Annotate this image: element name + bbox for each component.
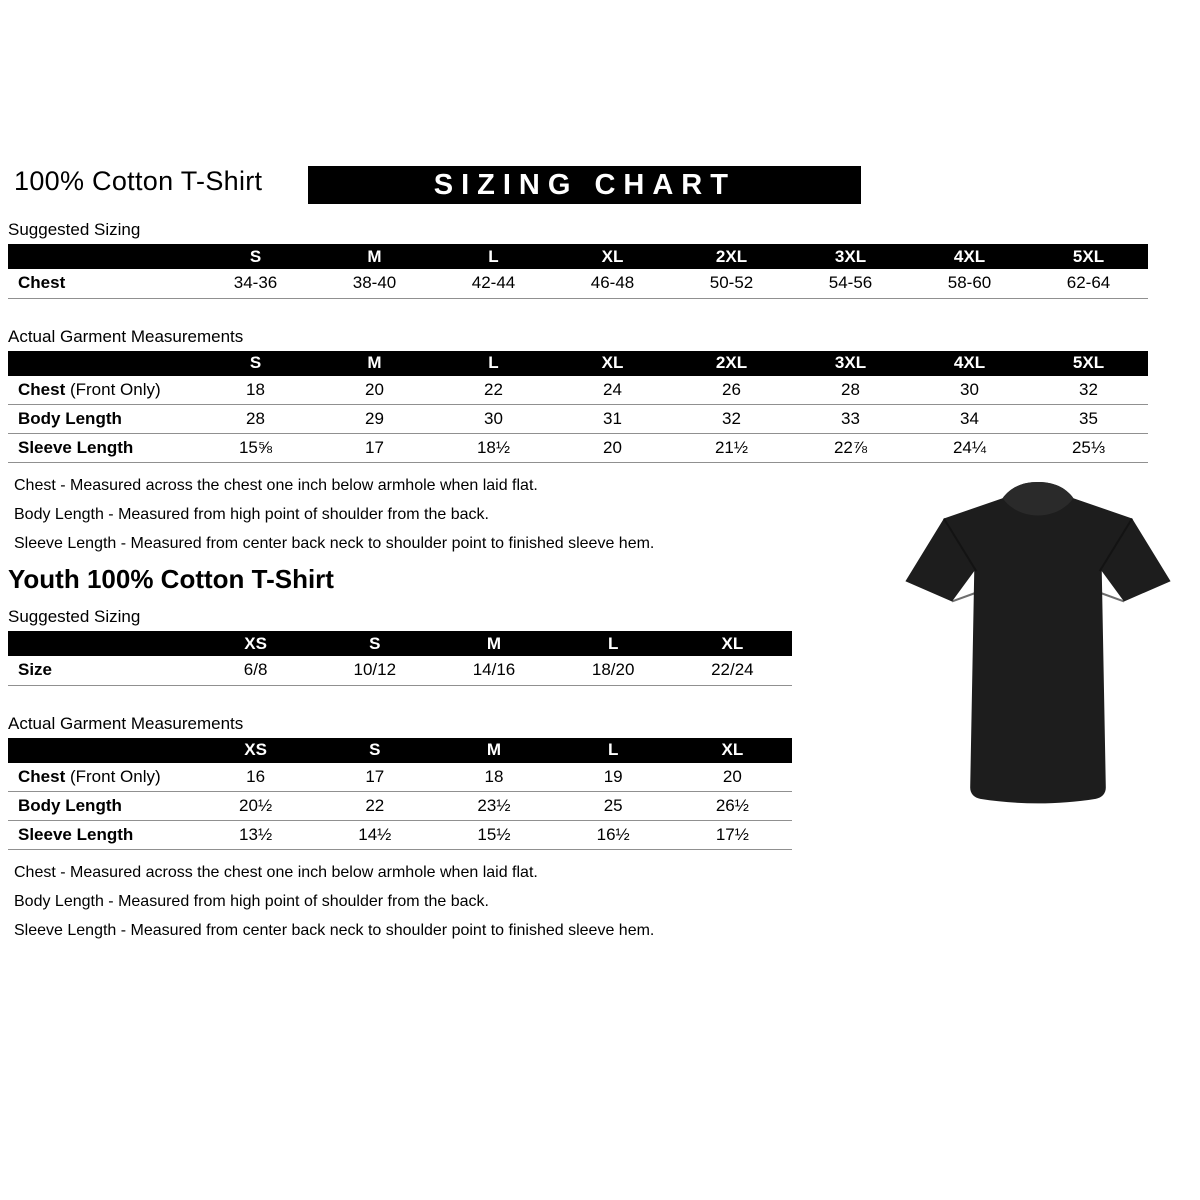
size-value-cell: 20 — [315, 376, 434, 405]
row-label: Chest (Front Only) — [8, 376, 196, 405]
size-column-header: M — [315, 244, 434, 269]
size-value-cell: 42-44 — [434, 269, 553, 298]
size-column-header: L — [554, 631, 673, 656]
size-value-cell: 18/20 — [554, 656, 673, 685]
page-header — [8, 166, 1200, 212]
black-tshirt-image — [890, 478, 1186, 814]
size-value-cell: 6/8 — [196, 656, 315, 685]
row-label: Body Length — [8, 792, 196, 821]
size-column-header: L — [554, 738, 673, 763]
size-value-cell: 19 — [554, 763, 673, 792]
size-value-cell: 26 — [672, 376, 791, 405]
size-value-cell: 17 — [315, 763, 434, 792]
tshirt-silhouette-icon — [890, 478, 1186, 814]
size-column-header: 2XL — [672, 351, 791, 376]
size-column-header: 3XL — [791, 244, 910, 269]
size-value-cell: 22/24 — [673, 656, 792, 685]
row-label: Body Length — [8, 405, 196, 434]
adult-note-sleeve-length: Sleeve Length - Measured from center back neck to shoulder point to finished sleeve hem. — [14, 535, 655, 552]
size-column-header: XL — [553, 351, 672, 376]
youth-note-sleeve-length: Sleeve Length - Measured from center back neck to shoulder point to finished sleeve hem. — [14, 922, 655, 939]
youth-section-title: Youth 100% Cotton T-Shirt — [8, 564, 334, 594]
row-label: Chest — [8, 269, 196, 298]
size-value-cell: 30 — [910, 376, 1029, 405]
size-value-cell: 18 — [434, 763, 553, 792]
size-value-cell: 32 — [672, 405, 791, 434]
size-value-cell: 14½ — [315, 821, 434, 850]
size-value-cell: 25⅓ — [1029, 434, 1148, 463]
size-value-cell: 28 — [791, 376, 910, 405]
size-value-cell: 32 — [1029, 376, 1148, 405]
table-row — [8, 434, 1148, 463]
size-column-header: 5XL — [1029, 351, 1148, 376]
size-column-header: S — [315, 631, 434, 656]
row-label-header — [8, 351, 196, 376]
size-value-cell: 16 — [196, 763, 315, 792]
size-value-cell: 20 — [673, 763, 792, 792]
adult-actual-measurements-label: Actual Garment Measurements — [8, 326, 244, 346]
size-column-header: XS — [196, 631, 315, 656]
size-column-header: 2XL — [672, 244, 791, 269]
header-row — [8, 244, 1148, 269]
size-value-cell: 10/12 — [315, 656, 434, 685]
size-value-cell: 31 — [553, 405, 672, 434]
size-value-cell: 24 — [553, 376, 672, 405]
youth-note-chest: Chest - Measured across the chest one inch below armhole when laid flat. — [14, 864, 538, 881]
size-value-cell: 20½ — [196, 792, 315, 821]
table-row — [8, 792, 792, 821]
size-column-header: M — [434, 631, 553, 656]
size-column-header: M — [315, 351, 434, 376]
size-value-cell: 20 — [553, 434, 672, 463]
row-label-header — [8, 631, 196, 656]
size-column-header: 4XL — [910, 244, 1029, 269]
youth-suggested-sizing-label: Suggested Sizing — [8, 607, 141, 626]
row-label: Size — [8, 656, 196, 685]
sizing-chart-banner: SIZING CHART — [308, 166, 861, 204]
size-value-cell: 22⅞ — [791, 434, 910, 463]
size-value-cell: 46-48 — [553, 269, 672, 298]
size-value-cell: 54-56 — [791, 269, 910, 298]
size-column-header: S — [196, 244, 315, 269]
row-label-header — [8, 738, 196, 763]
size-value-cell: 50-52 — [672, 269, 791, 298]
size-column-header: XS — [196, 738, 315, 763]
row-label: Sleeve Length — [8, 821, 196, 850]
youth-suggested-sizing-table — [8, 631, 792, 686]
size-value-cell: 23½ — [434, 792, 553, 821]
youth-actual-measurements-label: Actual Garment Measurements — [8, 713, 244, 733]
size-value-cell: 16½ — [554, 821, 673, 850]
size-value-cell: 38-40 — [315, 269, 434, 298]
size-value-cell: 33 — [791, 405, 910, 434]
page-title: 100% Cotton T-Shirt — [14, 166, 263, 196]
size-column-header: S — [196, 351, 315, 376]
youth-measurement-notes — [14, 864, 1200, 939]
size-value-cell: 14/16 — [434, 656, 553, 685]
size-value-cell: 29 — [315, 405, 434, 434]
row-label-header — [8, 244, 196, 269]
size-value-cell: 26½ — [673, 792, 792, 821]
adult-note-body-length: Body Length - Measured from high point of shoulder from the back. — [14, 506, 489, 523]
size-value-cell: 13½ — [196, 821, 315, 850]
size-value-cell: 17½ — [673, 821, 792, 850]
header-row — [8, 738, 792, 763]
size-column-header: 3XL — [791, 351, 910, 376]
size-column-header: XL — [673, 738, 792, 763]
adult-note-chest: Chest - Measured across the chest one inch below armhole when laid flat. — [14, 477, 538, 494]
size-value-cell: 17 — [315, 434, 434, 463]
size-column-header: L — [434, 244, 553, 269]
size-value-cell: 22 — [315, 792, 434, 821]
adult-suggested-sizing-table — [8, 244, 1148, 299]
size-column-header: M — [434, 738, 553, 763]
table-row — [8, 376, 1148, 405]
adult-suggested-sizing-label: Suggested Sizing — [8, 220, 141, 239]
size-column-header: 4XL — [910, 351, 1029, 376]
youth-actual-measurements-table — [8, 738, 792, 851]
table-row — [8, 821, 792, 850]
size-column-header: L — [434, 351, 553, 376]
size-value-cell: 35 — [1029, 405, 1148, 434]
size-value-cell: 30 — [434, 405, 553, 434]
table-row — [8, 269, 1148, 298]
size-column-header: XL — [553, 244, 672, 269]
size-value-cell: 28 — [196, 405, 315, 434]
size-value-cell: 34 — [910, 405, 1029, 434]
size-value-cell: 18½ — [434, 434, 553, 463]
table-row — [8, 405, 1148, 434]
size-value-cell: 25 — [554, 792, 673, 821]
adult-actual-measurements-table — [8, 351, 1148, 464]
size-value-cell: 62-64 — [1029, 269, 1148, 298]
size-value-cell: 22 — [434, 376, 553, 405]
size-value-cell: 15½ — [434, 821, 553, 850]
size-column-header: S — [315, 738, 434, 763]
size-column-header: 5XL — [1029, 244, 1148, 269]
size-value-cell: 34-36 — [196, 269, 315, 298]
row-label: Sleeve Length — [8, 434, 196, 463]
youth-note-body-length: Body Length - Measured from high point of shoulder from the back. — [14, 893, 489, 910]
size-value-cell: 15⅝ — [196, 434, 315, 463]
size-value-cell: 58-60 — [910, 269, 1029, 298]
table-row — [8, 656, 792, 685]
header-row — [8, 631, 792, 656]
size-value-cell: 21½ — [672, 434, 791, 463]
header-row — [8, 351, 1148, 376]
size-column-header: XL — [673, 631, 792, 656]
row-label: Chest (Front Only) — [8, 763, 196, 792]
size-value-cell: 24¼ — [910, 434, 1029, 463]
size-value-cell: 18 — [196, 376, 315, 405]
table-row — [8, 763, 792, 792]
